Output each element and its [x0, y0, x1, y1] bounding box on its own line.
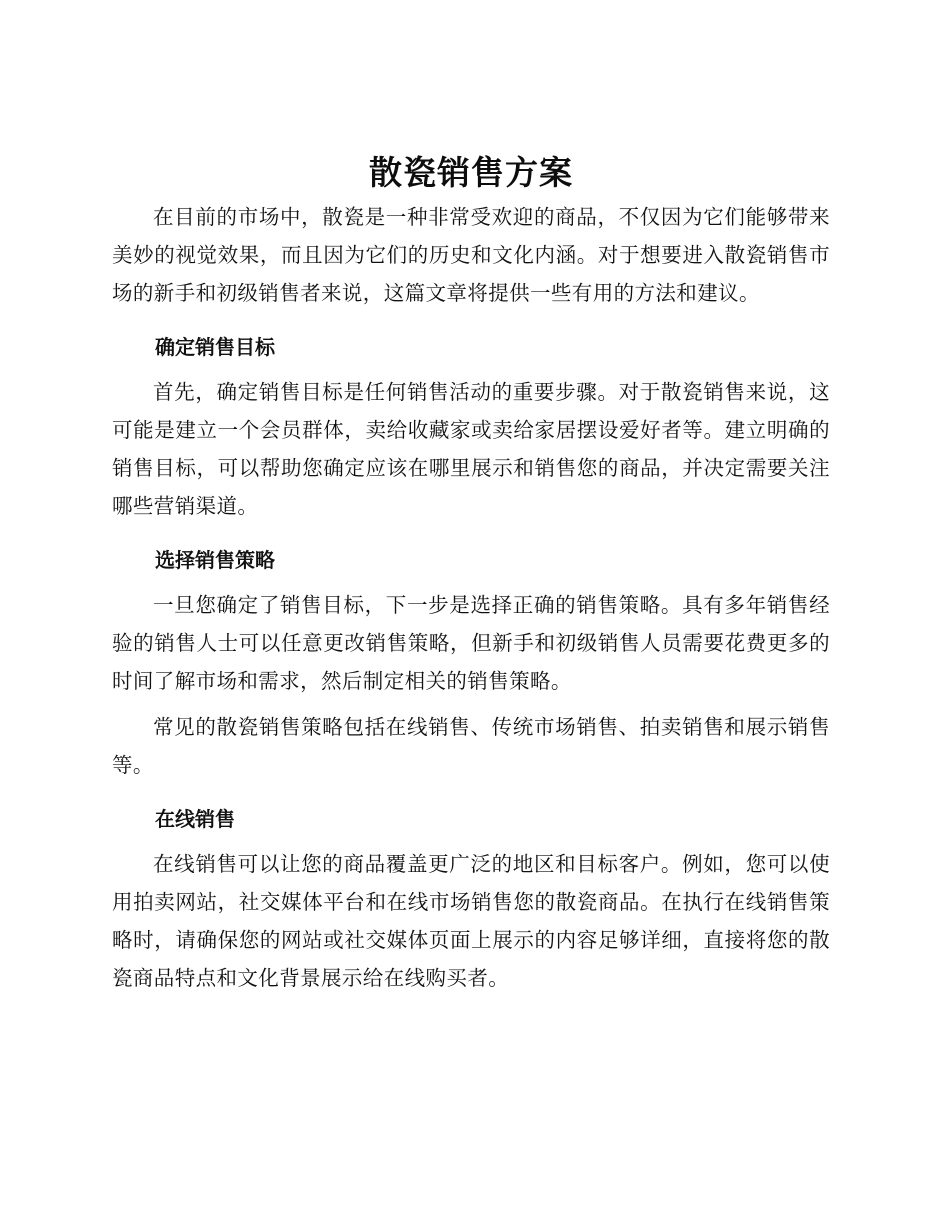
section-online-sales: [112, 804, 830, 997]
document-page: [112, 150, 830, 997]
section-paragraph: 首先，确定销售目标是任何销售活动的重要步骤。对于散瓷销售来说，这可能是建立一个会员群体，卖给收藏家或卖给家居摆设爱好者等。建立明确的销售目标，可以帮助您确定应该在哪里展示和销售您的商品，并决定需要关注哪些营销渠道。: [112, 380, 830, 518]
section-heading: 选择销售策略: [155, 548, 275, 572]
section-paragraph: 在线销售可以让您的商品覆盖更广泛的地区和目标客户。例如，您可以使用拍卖网站，社交媒体平台和在线市场销售您的散瓷商品。在执行在线销售策略时，请确保您的网站或社交媒体页面上展示的内容足够详细，直接将您的散瓷商品特点和文化背景展示给在线购买者。: [112, 852, 830, 990]
intro-paragraph: 在目前的市场中，散瓷是一种非常受欢迎的商品，不仅因为它们能够带来美妙的视觉效果，而且因为它们的历史和文化内涵。对于想要进入散瓷销售市场的新手和初级销售者来说，这篇文章将提供一些有用的方法和建议。: [112, 205, 830, 305]
section-paragraph: 一旦您确定了销售目标，下一步是选择正确的销售策略。具有多年销售经验的销售人士可以任意更改销售策略，但新手和初级销售人员需要花费更多的时间了解市场和需求，然后制定相关的销售策略。: [112, 593, 830, 693]
section-heading: 确定销售目标: [155, 335, 275, 359]
section-heading: 在线销售: [155, 807, 235, 831]
section-paragraph: 常见的散瓷销售策略包括在线销售、传统市场销售、拍卖销售和展示销售等。: [112, 715, 830, 777]
section-sales-strategy: [112, 545, 830, 784]
section-sales-goals: [112, 332, 830, 525]
document-title: 散瓷销售方案: [369, 153, 573, 192]
